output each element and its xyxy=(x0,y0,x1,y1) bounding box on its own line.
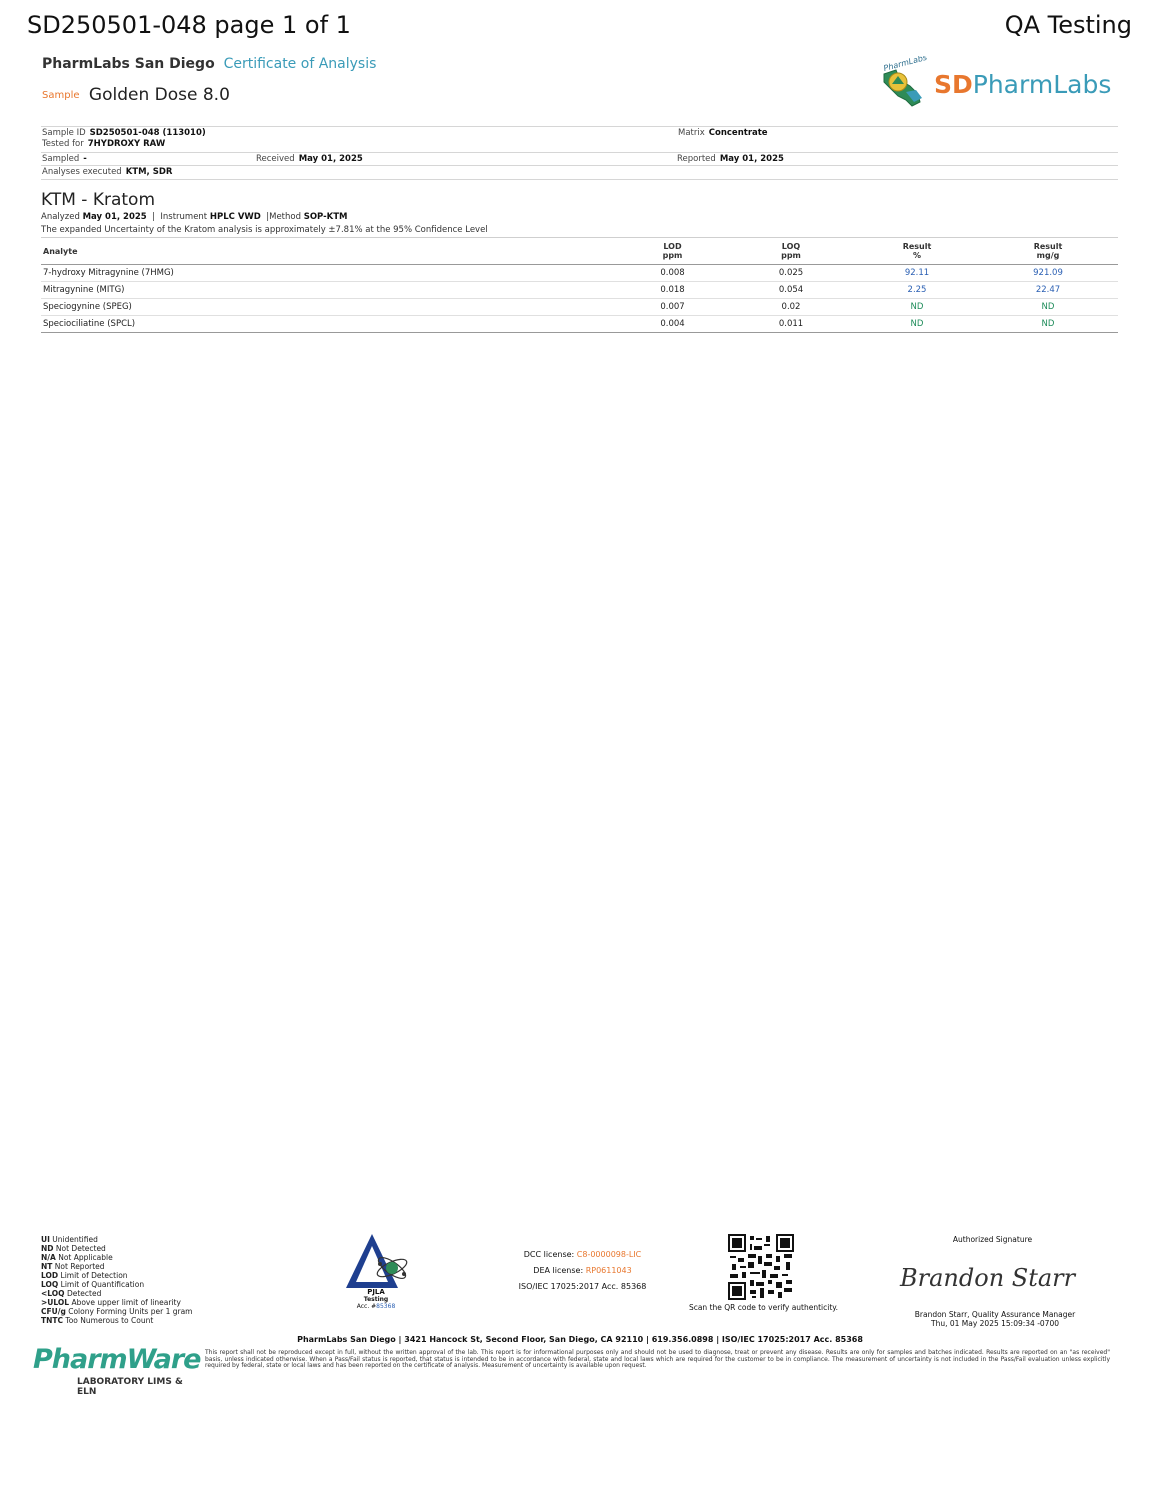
reported-field: Reported May 01, 2025 xyxy=(677,153,784,164)
info-row-dates xyxy=(41,152,1118,166)
results-table xyxy=(41,237,1118,333)
dea-license: DEA license: RP0611043 xyxy=(533,1266,632,1275)
results-header-row xyxy=(41,238,1118,265)
analyte-name: Speciogynine (SPEG) xyxy=(41,299,619,316)
col-lod: LOD ppm xyxy=(619,238,726,265)
lod-value: 0.007 xyxy=(619,299,726,316)
result-pct-value: ND xyxy=(856,316,978,333)
table-row xyxy=(41,316,1118,333)
abbreviation-legend xyxy=(41,1235,192,1325)
info-row-tested-for xyxy=(41,140,1118,152)
signer-name-title: Brandon Starr, Quality Assurance Manager xyxy=(914,1310,1076,1319)
result-pct-value: ND xyxy=(856,299,978,316)
legend-item: TNTC Too Numerous to Count xyxy=(41,1316,154,1325)
col-result-mg: Result mg/g xyxy=(978,238,1118,265)
svg-text:Brandon Starr: Brandon Starr xyxy=(900,1264,1076,1292)
col-analyte: Analyte xyxy=(41,238,619,265)
license-info xyxy=(505,1247,660,1295)
legend-item: NT Not Reported xyxy=(41,1262,105,1271)
qr-caption: Scan the QR code to verify authenticity. xyxy=(688,1303,839,1312)
result-pct-value: 92.11 xyxy=(856,265,978,282)
pharmware-subtitle: LABORATORY LIMS & ELN xyxy=(77,1377,183,1397)
dcc-license: DCC license: C8-0000098-LIC xyxy=(523,1250,642,1259)
result-pct-value: 2.25 xyxy=(856,282,978,299)
logo-small-text: PharmLabs xyxy=(882,56,928,74)
matrix-field: Matrix Concentrate xyxy=(678,128,768,138)
lab-name: PharmLabs San Diego xyxy=(42,56,215,72)
document-type: Certificate of Analysis xyxy=(223,56,377,72)
legend-item: LOQ Limit of Quantification xyxy=(41,1280,145,1289)
analyte-name: Speciociliatine (SPCL) xyxy=(41,316,619,333)
legend-item: LOD Limit of Detection xyxy=(41,1271,128,1280)
pharmware-wordmark: PharmWare xyxy=(33,1344,201,1375)
tested-for-field: Tested for 7HYDROXY RAW xyxy=(42,138,166,149)
section-title-ktm: KTM - Kratom xyxy=(41,190,156,210)
lab-heading xyxy=(42,56,376,72)
loq-value: 0.025 xyxy=(726,265,856,282)
loq-value: 0.02 xyxy=(726,299,856,316)
signer-info xyxy=(895,1310,1095,1328)
disclaimer-text: This report shall not be reproduced except in full, without the written approval of the lab. This report is for informational purposes only and should not be used to diagnose, treat or prevent any disease. Results are only for samples and batches indicated. Results are reported on an "as received" basis, unless indicated otherwise. When a Pass/Fail status is reported, that status is intended to be in accordance with federal, state and local laws which are required for the customer to be in compliance. The measurement of uncertainty is not included in the Pass/Fail evaluation unless explicitly required by federal, state or local laws and has been reported on the certificate of analysis. Measurement of uncertainty is available upon request. xyxy=(205,1349,1110,1369)
legend-item: N/A Not Applicable xyxy=(41,1253,113,1262)
analyses-field: Analyses executed KTM, SDR xyxy=(42,167,173,177)
logo-pharmlabs: PharmLabs xyxy=(972,70,1112,99)
result-mg-value: ND xyxy=(978,316,1118,333)
table-row xyxy=(41,282,1118,299)
california-map-icon xyxy=(876,56,936,114)
legend-item: UI Unidentified xyxy=(41,1235,98,1244)
table-row xyxy=(41,265,1118,282)
iso-accreditation: ISO/IEC 17025:2017 Acc. 85368 xyxy=(518,1282,647,1291)
result-mg-value: 22.47 xyxy=(978,282,1118,299)
loq-value: 0.054 xyxy=(726,282,856,299)
qr-code-icon[interactable] xyxy=(728,1234,794,1300)
sample-id-field: Sample ID SD250501-048 (113010) xyxy=(42,128,206,138)
qa-testing-label: QA Testing xyxy=(1004,11,1132,39)
result-mg-value: 921.09 xyxy=(978,265,1118,282)
analyte-name: Mitragynine (MITG) xyxy=(41,282,619,299)
info-row-sample-id xyxy=(41,126,1118,140)
table-row xyxy=(41,299,1118,316)
lod-value: 0.008 xyxy=(619,265,726,282)
sdpharmlabs-logo xyxy=(876,56,1126,114)
lod-value: 0.018 xyxy=(619,282,726,299)
signature-image xyxy=(896,1260,1086,1296)
page-title: SD250501-048 page 1 of 1 xyxy=(27,11,351,39)
sample-heading xyxy=(42,85,230,105)
signature-datetime: Thu, 01 May 2025 15:09:34 -0700 xyxy=(930,1319,1059,1328)
loq-value: 0.011 xyxy=(726,316,856,333)
pharmware-logo xyxy=(33,1344,201,1397)
col-result-pct: Result % xyxy=(856,238,978,265)
sample-label: Sample xyxy=(42,90,80,101)
sampled-field: Sampled - xyxy=(42,153,87,164)
col-loq: LOQ ppm xyxy=(726,238,856,265)
analysis-meta: Analyzed May 01, 2025 | Instrument HPLC VWD |Method SOP-KTM xyxy=(41,212,348,222)
sample-info-block xyxy=(41,126,1118,180)
authorized-signature-label: Authorized Signature xyxy=(952,1235,1033,1244)
legend-item: <LOQ Detected xyxy=(41,1289,102,1298)
info-row-analyses xyxy=(41,165,1118,180)
legend-item: >ULOL Above upper limit of linearity xyxy=(41,1298,181,1307)
logo-wordmark xyxy=(934,70,1111,99)
analyte-name: 7-hydroxy Mitragynine (7HMG) xyxy=(41,265,619,282)
pjla-caption: PJLA Testing Acc. #85368 xyxy=(356,1288,396,1310)
lod-value: 0.004 xyxy=(619,316,726,333)
uncertainty-note: The expanded Uncertainty of the Kratom analysis is approximately ±7.81% at the 95% Confidence Level xyxy=(41,225,488,235)
logo-sd: SD xyxy=(934,70,973,99)
lab-address: PharmLabs San Diego | 3421 Hancock St, Second Floor, San Diego, CA 92110 | 619.356.0898 | ISO/IEC 17025:2017 Acc. 85368 xyxy=(297,1335,863,1344)
sample-name: Golden Dose 8.0 xyxy=(88,85,230,105)
legend-item: CFU/g Colony Forming Units per 1 gram xyxy=(41,1307,193,1316)
legend-item: ND Not Detected xyxy=(41,1244,106,1253)
received-field: Received May 01, 2025 xyxy=(256,153,363,164)
result-mg-value: ND xyxy=(978,299,1118,316)
